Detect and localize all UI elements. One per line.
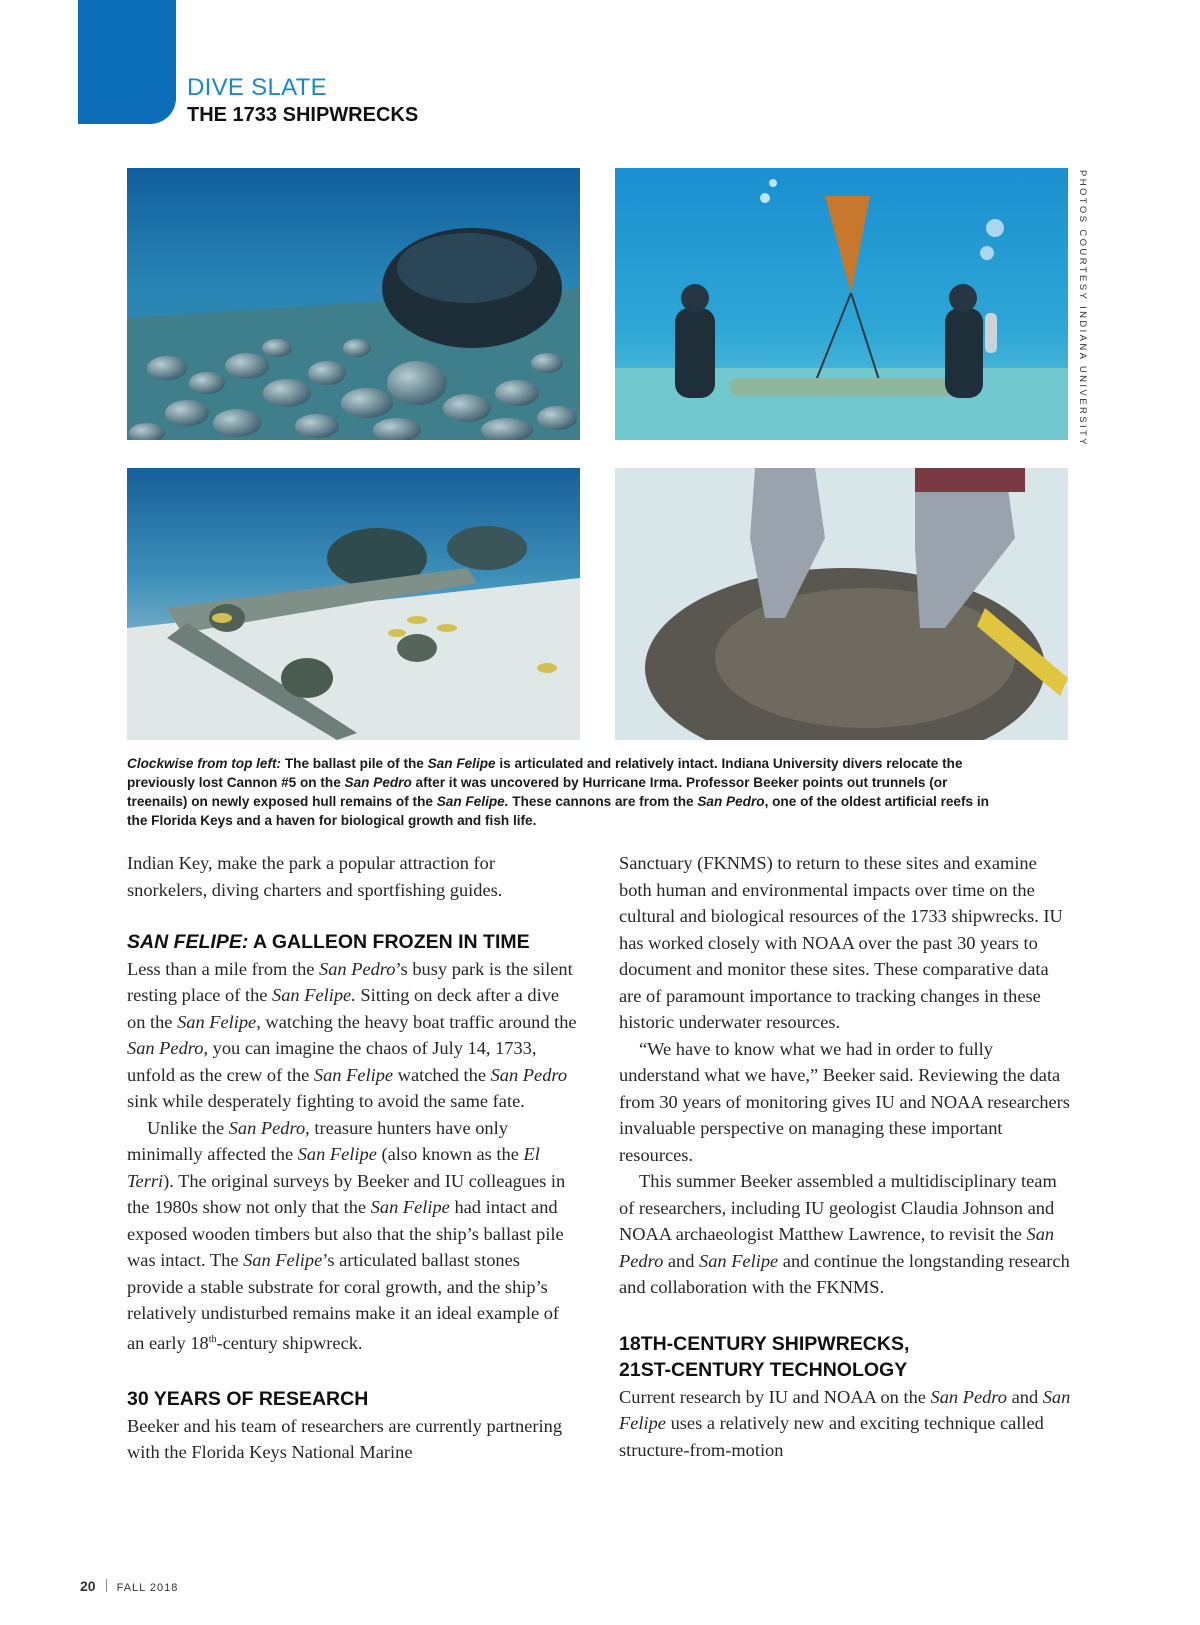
photo-caption: Clockwise from top left: The ballast pile of the San Felipe is articulated and relatively intact. Indiana University divers relocate the previously lost Cannon #5 on the San Pedro after it was uncovered by Hurricane Irma. Professor Beeker points out trunnels (or treenails) on newly exposed hull remains of the San Felipe. These cannons are from the San Pedro, one of the oldest artificial reefs in the Florida Keys and a haven for biological growth and fish life. [127,756,989,828]
paragraph: Current research by IU and NOAA on the San Pedro and San Felipe uses a relatively new and exciting technique called structure-from-motion [619,1386,1071,1460]
article-column-right [619,850,1071,1463]
caption-lead: Clockwise from top left: [127,756,282,771]
paragraph: Unlike the San Pedro, treasure hunters have only minimally affected the San Felipe (also known as the El Terri). The original surveys by Beeker and IU colleagues in the 1980s show not only that the San Felipe had intact and exposed wooden timbers but also that the ship’s ballast pile was intact. The San Felipe’s articulated ballast stones provide a stable substrate for coral growth, and the ship’s relatively undisturbed remains make it an ideal example of an early 18th-century shipwreck. [127,1117,566,1353]
paragraph: Beeker and his team of researchers are currently partnering with the Florida Keys National Marine [127,1415,563,1463]
section-heading-30-years: 30 YEARS OF RESEARCH [127,1388,369,1411]
photo-divers-cannon [615,168,1068,440]
photo-cannons-fish [127,468,580,740]
page-headline: THE 1733 SHIPWRECKS [187,104,419,126]
section-heading-san-felipe: SAN FELIPE: A GALLEON FROZEN IN TIME [127,931,530,953]
photo-ballast-pile [127,168,580,440]
page-footer [80,1578,178,1596]
section-heading-technology: 18TH-CENTURY SHIPWRECKS, 21ST-CENTURY TECHNOLOGY [619,1332,910,1381]
paragraph: “We have to know what we had in order to fully understand what we have,” Beeker said. Reviewing the data from 30 years of monitoring gives IU and NOAA researchers invaluable perspective on managing these important resources. [619,1038,1070,1165]
photo-hull-remains [615,468,1068,740]
section-tab [78,0,176,124]
paragraph: Indian Key, make the park a popular attraction for snorkelers, diving charters and sportfishing guides. [127,853,503,900]
page-number: 20 [80,1578,96,1594]
issue-label: FALL 2018 [116,1582,179,1594]
footer-divider [106,1579,107,1592]
paragraph: Less than a mile from the San Pedro’s busy park is the silent resting place of the San Felipe. Sitting on deck after a dive on the San Felipe, watching the heavy boat traffic around the San Pedro, you can imagine the chaos of July 14, 1733, unfold as the crew of the San Felipe watched the San Pedro sink while desperately fighting to avoid the same fate. [127,958,577,1111]
paragraph: This summer Beeker assembled a multidisciplinary team of researchers, including IU geologist Claudia Johnson and NOAA archaeologist Matthew Lawrence, to revisit the San Pedro and San Felipe and continue the longstanding research and collaboration with the FKNMS. [619,1171,1070,1297]
paragraph: Sanctuary (FKNMS) to return to these sites and examine both human and environmental impacts over time on the cultural and biological resources of the 1733 shipwrecks. IU has worked closely with NOAA over the past 30 years to document and monitor these sites. These comparative data are of paramount importance to tracking changes in these historic underwater resources. [619,853,1063,1032]
photo-credit: PHOTOS COURTESY INDIANA UNIVERSITY [1077,170,1088,447]
section-kicker: DIVE SLATE [187,74,327,101]
article-column-left [127,850,579,1466]
